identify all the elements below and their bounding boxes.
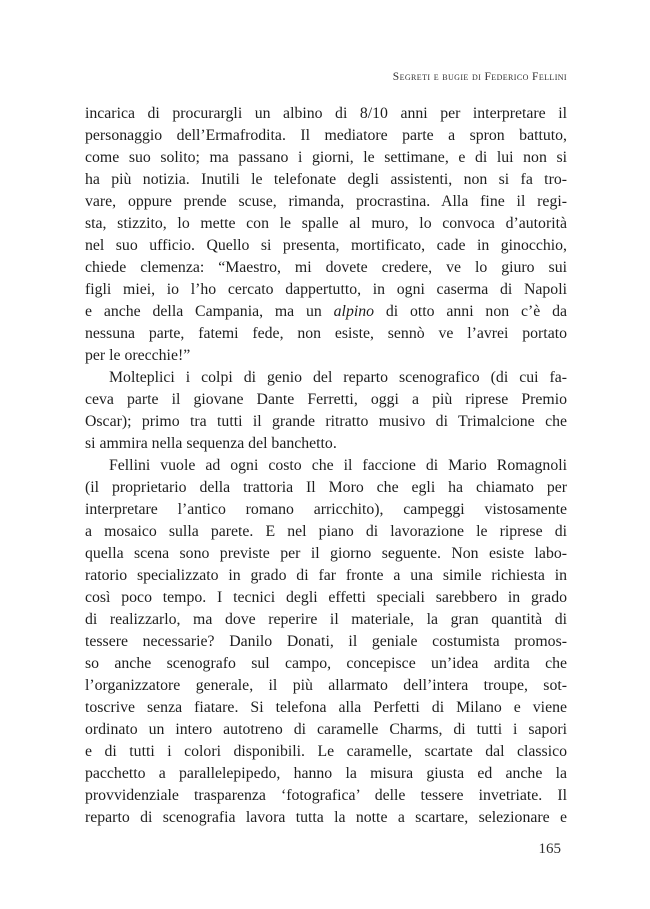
paragraph (85, 367, 567, 455)
text-line: e di tutti i colori disponibili. Le caramelle, scartate dal classico (85, 743, 567, 760)
paragraph (85, 103, 567, 367)
text-line: figli miei, io l’ho cercato dappertutto, in ogni caserma di Napoli (85, 281, 567, 298)
text-line: tessere necessarie? Danilo Donati, il geniale costumista promos- (85, 633, 567, 650)
text-line: reparto di scenografia lavora tutta la notte a scartare, selezionare e (85, 809, 567, 826)
text-line: come suo solito; ma passano i giorni, le settimane, e di lui non si (85, 149, 567, 166)
body-text (85, 103, 567, 829)
paragraph (85, 455, 567, 829)
text-line: pacchetto a parallelepipedo, hanno la misura giusta ed anche la (85, 765, 567, 782)
text-line: personaggio dell’Ermafrodita. Il mediatore parte a spron battuto, (85, 127, 567, 144)
text-line: e anche della Campania, ma un alpino di otto anni non c’è da (85, 303, 567, 320)
text-line: vare, oppure prende scuse, rimanda, procrastina. Alla fine il regi- (85, 193, 567, 210)
text-line: toscrive senza fiatare. Si telefona alla Perfetti di Milano e viene (85, 699, 567, 716)
text-line: so anche scenografo sul campo, concepisce un’idea ardita che (85, 655, 567, 672)
text-line: chiede clemenza: “Maestro, mi dovete credere, ve lo giuro sui (85, 259, 567, 276)
text-line: per le orecchie!” (85, 347, 191, 364)
text-line: l’organizzatore generale, il più allarmato dell’intera troupe, sot- (85, 677, 567, 694)
text-line: nel suo ufficio. Quello si presenta, mortificato, cade in ginocchio, (85, 237, 567, 254)
text-line: Fellini vuole ad ogni costo che il faccione di Mario Romagnoli (109, 457, 567, 474)
text-line: di realizzarlo, ma dove reperire il materiale, la gran quantità di (85, 611, 567, 628)
text-line: ha più notizia. Inutili le telefonate degli assistenti, non si fa tro- (85, 171, 567, 188)
text-line: (il proprietario della trattoria Il Moro che egli ha chiamato per (85, 479, 567, 496)
text-line: a mosaico sulla parete. E nel piano di lavorazione le riprese di (85, 523, 567, 540)
text-line: ratorio specializzato in grado di far fronte a una simile richiesta in (85, 567, 567, 584)
text-line: ceva parte il giovane Dante Ferretti, oggi a più riprese Premio (85, 391, 567, 408)
text-line: incarica di procurargli un albino di 8/10 anni per interpretare il (85, 105, 567, 122)
text-line: ordinato un intero autotreno di caramelle Charms, di tutti i sapori (85, 721, 567, 738)
text-line: quella scena sono previste per il giorno seguente. Non esiste labo- (85, 545, 567, 562)
text-line: nessuna parte, fatemi fede, non esiste, sennò ve l’avrei portato (85, 325, 567, 342)
text-line: si ammira nella sequenza del banchetto. (85, 435, 337, 452)
running-head: Segreti e bugie di Federico Fellini (392, 71, 567, 83)
text-line: provvidenziale trasparenza ‘fotografica’ delle tessere invetriate. Il (85, 787, 567, 804)
text-line: così poco tempo. I tecnici degli effetti speciali sarebbero in grado (85, 589, 567, 606)
page-number: 165 (538, 841, 561, 857)
text-line: sta, stizzito, lo mette con le spalle al muro, lo convoca d’autorità (85, 215, 567, 232)
text-line: Molteplici i colpi di genio del reparto scenografico (di cui fa- (109, 369, 567, 386)
text-line: Oscar); primo tra tutti il grande ritratto musivo di Trimalcione che (85, 413, 567, 430)
text-line: interpretare l’antico romano arricchito), campeggi vistosamente (85, 501, 567, 518)
